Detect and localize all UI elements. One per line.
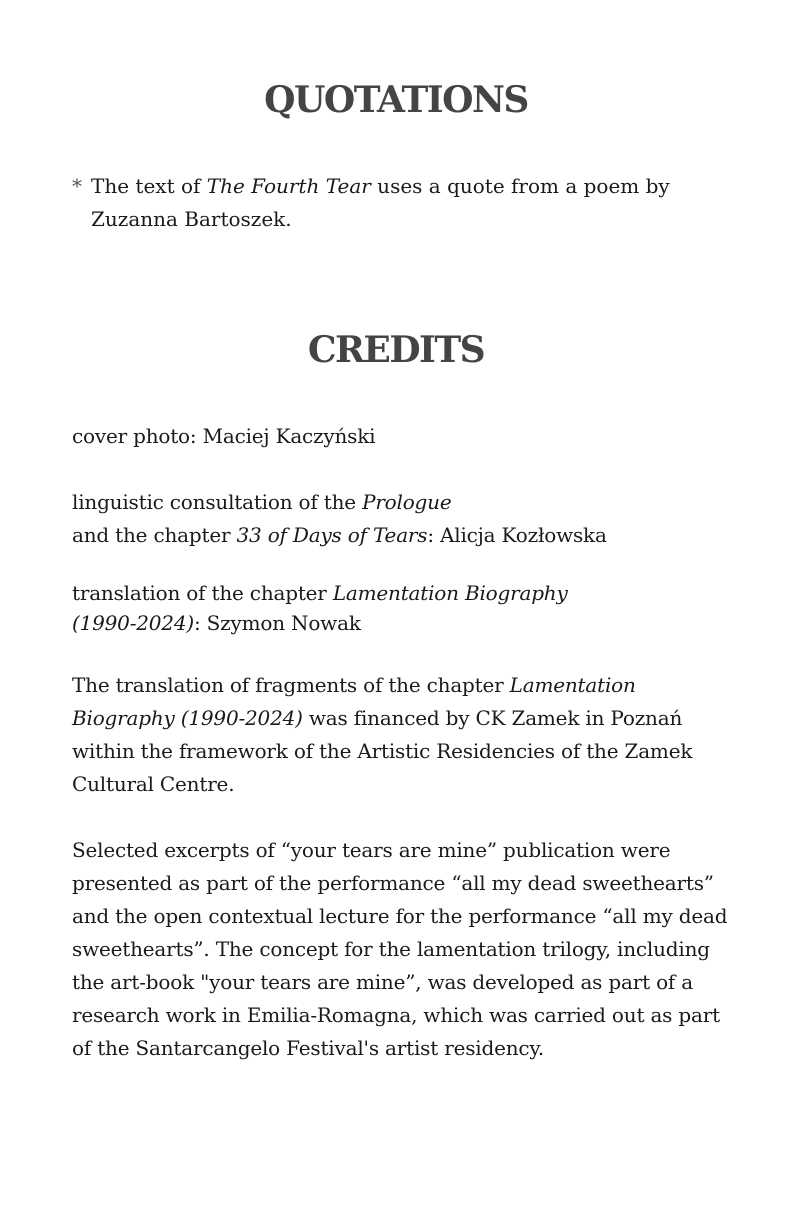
- quotation-text: [91, 170, 711, 236]
- credits-heading: CREDITS: [307, 329, 485, 371]
- financing-paragraph: [72, 669, 732, 801]
- linguistic-credit: [72, 486, 732, 552]
- chapter-title: 33 of Days of Tears: [236, 523, 428, 547]
- quotation-prefix: The text of: [91, 174, 207, 198]
- quotations-heading: QUOTATIONS: [264, 79, 528, 121]
- translation-chapter-line1: Lamentation Biography: [332, 581, 568, 605]
- linguistic-part1: linguistic consultation of the: [72, 490, 363, 514]
- financing-chapter-b: Biography (1990-2024): [72, 706, 303, 730]
- financing-chapter-a: Lamentation: [509, 673, 636, 697]
- translation-part2: : Szymon Nowak: [193, 611, 361, 635]
- linguistic-part3: : Alicja Kozłowska: [427, 523, 607, 547]
- quotation-title: The Fourth Tear: [206, 174, 371, 198]
- translation-chapter-line2: (1990-2024): [72, 611, 194, 635]
- prologue-title: Prologue: [362, 490, 452, 514]
- financing-part2: was financed by CK Zamek in Poznań within the framework of the Artistic Residencies of the Zamek Cultural Centre.: [72, 706, 693, 796]
- linguistic-part2: and the chapter: [72, 523, 237, 547]
- quotation-suffix: uses a quote from a poem by Zuzanna Bartoszek.: [91, 174, 670, 231]
- excerpts-paragraph: Selected excerpts of “your tears are mine” publication were presented as part of the performance “all my dead sweethearts” and the open contextual lecture for the performance “all my dead sweethearts”. The concept for the lamentation trilogy, including the art-book "your tears are mine”, was developed as part of a research work in Emilia-Romagna, which was carried out as part of the Santarcangelo Festival's artist residency.: [72, 838, 728, 1060]
- cover-photo-credit: cover photo: Maciej Kaczyński: [72, 424, 376, 448]
- quotation-bullet: *: [72, 174, 82, 198]
- translation-part1: translation of the chapter: [72, 581, 333, 605]
- quotation-item: [72, 170, 732, 236]
- translation-credit: [72, 578, 732, 638]
- financing-part1: The translation of fragments of the chapter: [72, 673, 510, 697]
